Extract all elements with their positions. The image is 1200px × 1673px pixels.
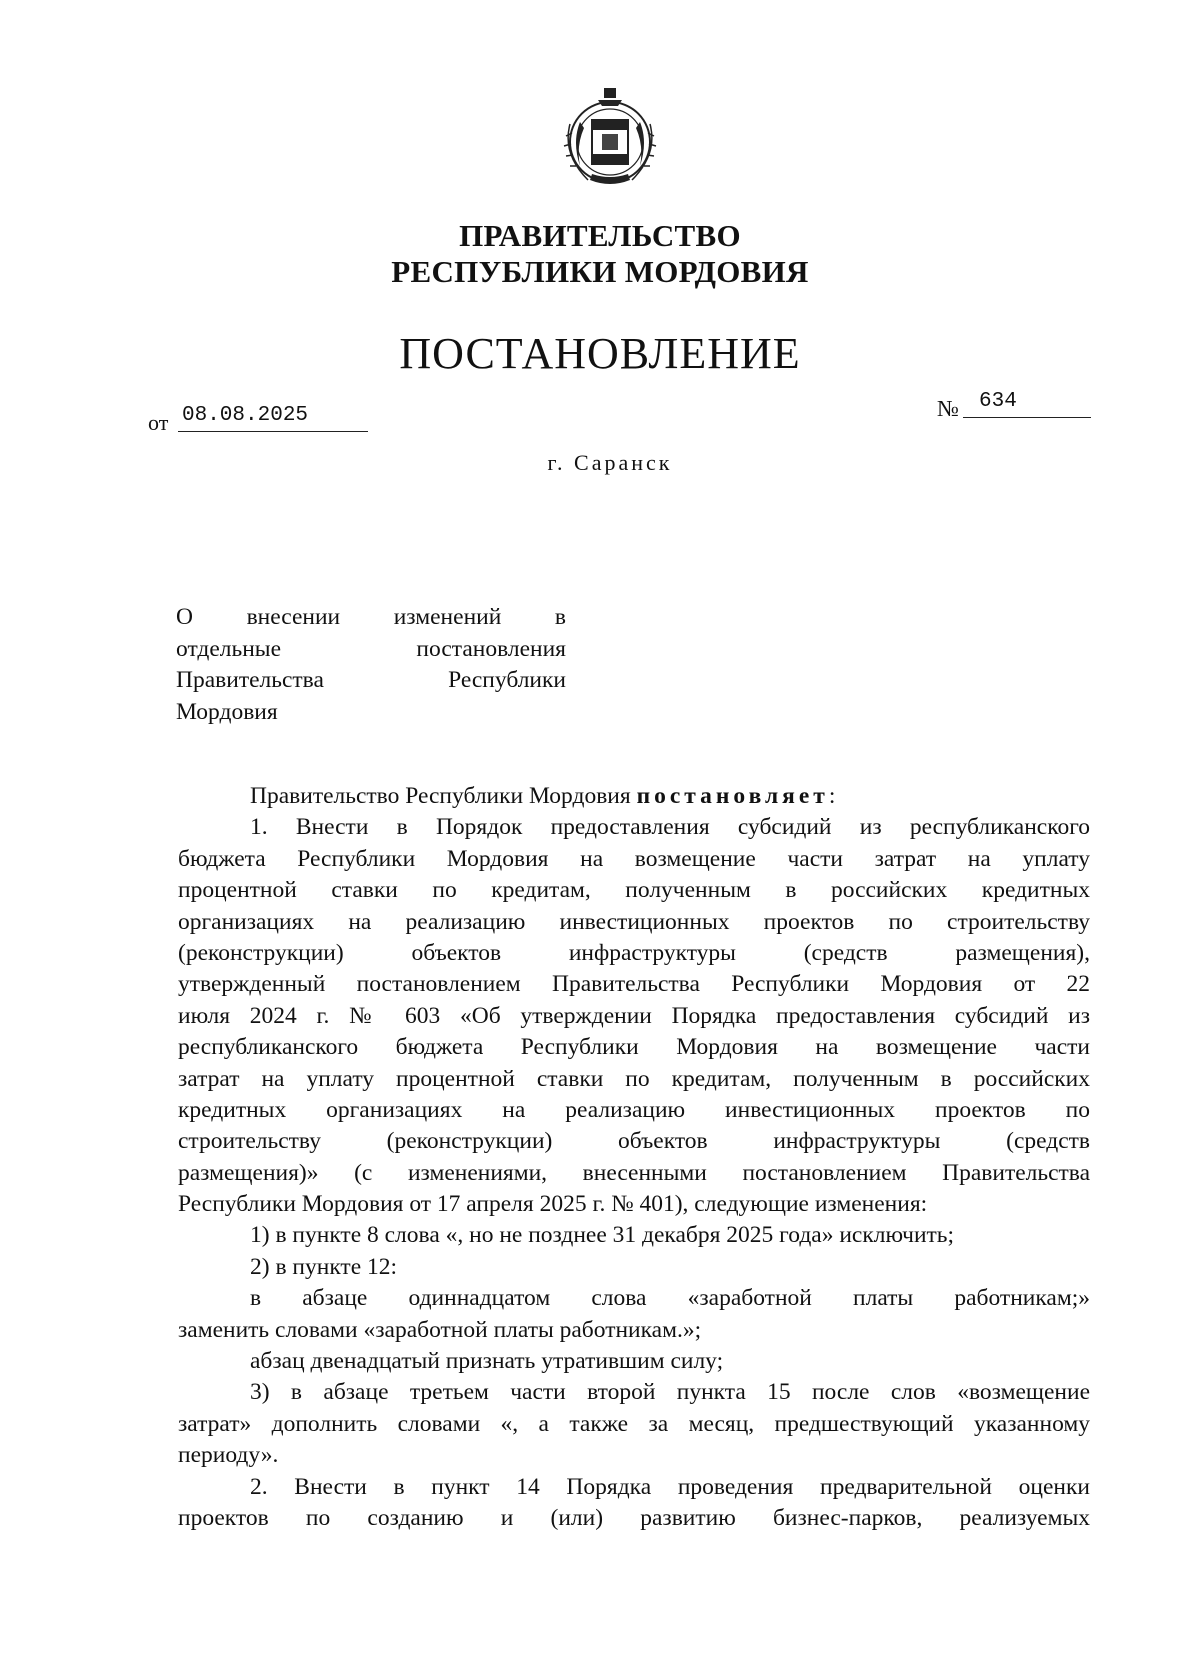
document-body <box>178 781 1090 1534</box>
body-line: в абзаце одиннадцатом слова «заработной платы работникам;» <box>250 1285 1090 1312</box>
government-name-line1: ПРАВИТЕЛЬСТВО <box>459 218 741 253</box>
body-line: заменить словами «заработной платы работникам.»; <box>178 1316 702 1343</box>
body-line: затрат на уплату процентной ставки по кредитам, полученным в российских <box>178 1065 1090 1092</box>
body-line: 2. Внести в пункт 14 Порядка проведения предварительной оценки <box>250 1473 1090 1500</box>
subject-line: Правительства Республики <box>176 667 566 693</box>
body-line: размещения)» (с изменениями, внесенными постановлением Правительства <box>178 1159 1090 1186</box>
body-line: Республики Мордовия от 17 апреля 2025 г. № 401), следующие изменения: <box>178 1191 928 1218</box>
document-number: 634 <box>963 390 1091 418</box>
body-line: утвержденный постановлением Правительства Республики Мордовия от 22 <box>178 971 1090 998</box>
body-line: 1. Внести в Порядок предоставления субсидий из республиканского <box>250 814 1090 841</box>
body-line: абзац двенадцатый признать утратившим силу; <box>250 1348 724 1375</box>
number-prefix: № <box>937 396 959 421</box>
body-line: республиканского бюджета Республики Мордовия на возмещение части <box>178 1034 1090 1061</box>
body-line: (реконструкции) объектов инфраструктуры (средств размещения), <box>178 939 1090 966</box>
preamble <box>178 781 1090 812</box>
preamble-text: Правительство Республики Мордовия <box>250 783 631 809</box>
subject-line: Мордовия <box>176 698 278 725</box>
body-line: строительству (реконструкции) объектов инфраструктуры (средств <box>178 1128 1090 1155</box>
body-line: бюджета Республики Мордовия на возмещение части затрат на уплату <box>178 845 1090 872</box>
date-prefix: от <box>148 410 169 435</box>
subject-line: отдельные постановления <box>176 635 566 662</box>
preamble-action: постановляет <box>636 783 829 809</box>
body-line: 3) в абзаце третьем части второй пункта 15 после слов «возмещение <box>250 1379 1090 1406</box>
coat-of-arms-emblem <box>558 84 662 190</box>
document-subject <box>176 602 566 728</box>
body-line: процентной ставки по кредитам, полученным в российских кредитных <box>178 877 1090 904</box>
body-line: июля 2024 г. № 603 «Об утверждении Порядка предоставления субсидий из <box>178 1002 1090 1029</box>
body-line: 1) в пункте 8 слова «, но не позднее 31 декабря 2025 года» исключить; <box>250 1222 955 1249</box>
body-line: затрат» дополнить словами «, а также за месяц, предшествующий указанному <box>178 1410 1090 1437</box>
subject-line: О внесении изменений в <box>176 604 566 630</box>
document-type: ПОСТАНОВЛЕНИЕ <box>399 329 801 378</box>
body-line: проектов по созданию и (или) развитию бизнес-парков, реализуемых <box>178 1504 1090 1531</box>
body-line: 2) в пункте 12: <box>250 1253 398 1280</box>
body-line: кредитных организациях на реализацию инвестиционных проектов по <box>178 1096 1090 1123</box>
document-date: 08.08.2025 <box>178 404 368 432</box>
preamble-colon: : <box>828 783 836 809</box>
government-name-line2: РЕСПУБЛИКИ МОРДОВИЯ <box>391 254 809 289</box>
body-line: периоду». <box>178 1442 279 1469</box>
city: г. Саранск <box>547 450 673 475</box>
body-line: организациях на реализацию инвестиционных проектов по строительству <box>178 908 1090 935</box>
